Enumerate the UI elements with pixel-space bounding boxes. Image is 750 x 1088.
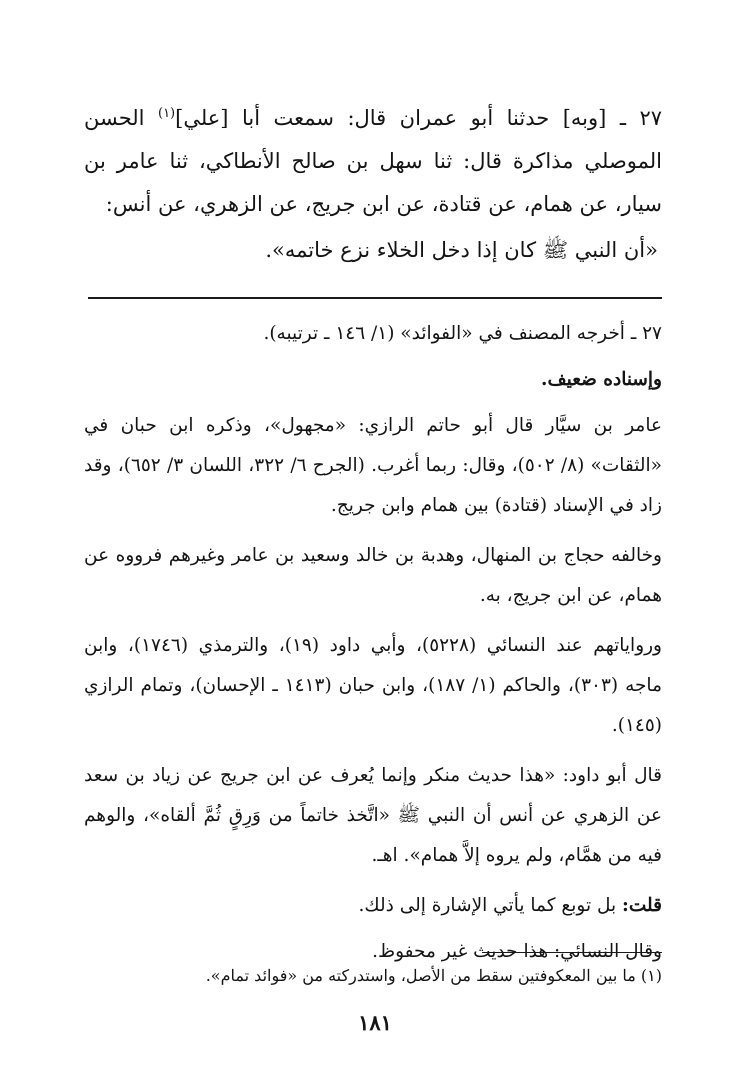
contradiction-paragraph: وخالفه حجاج بن المنهال، وهدبة بن خالد وسعيد بن عامر وغيرهم فرووه عن همام، عن ابن جريج، به. <box>84 545 662 606</box>
sources-paragraph: ورواياتهم عند النسائي (٥٢٢٨)، وأبي داود (١٩)، والترمذي (١٧٤٦)، وابن ماجه (٣٠٣)، والحاكم (١/ ١٨٧)، وابن حبان (١٤١٣ ـ الإحسان)، وتمام الرازي (١٤٥). <box>84 635 662 736</box>
isnad-line-2: الموصلي مذاكرة قال: ثنا سهل بن صالح الأنطاكي، ثنا عامر بن سيار، <box>84 149 662 216</box>
qultu-paragraph <box>84 886 662 926</box>
hadith-matn: «أن النبي ﷺ كان إذا دخل الخلاء نزع خاتمه». <box>265 238 658 262</box>
qultu-text: بل توبع كما يأتي الإشارة إلى ذلك. <box>358 895 617 916</box>
footnote-marker: (١) <box>157 106 176 121</box>
isnad-paragraph <box>84 92 662 226</box>
section-divider <box>88 297 662 299</box>
takhrij-text: أخرجه المصنف في «الفوائد» (١/ ١٤٦ ـ ترتيبه). <box>263 323 625 344</box>
isnad-line-3: عن همام، عن قتادة، عن ابن جريج، عن الزهري، عن أنس: <box>105 192 609 216</box>
hadith-block <box>84 92 662 272</box>
footnote-number: (١) <box>640 966 662 985</box>
footnote <box>84 962 662 990</box>
footnote-text: ما بين المعكوفتين سقط من الأصل، واستدركته من «فوائد تمام». <box>205 966 636 985</box>
takhrij-line <box>84 314 662 354</box>
abu-dawud-paragraph: قال أبو داود: «هذا حديث منكر وإنما يُعرف عن ابن جريج عن زياد بن سعد عن الزهري عن أنس أن النبي ﷺ «اتَّخذ خاتماً من وَرِقٍ ثُمَّ ألقاه»، والوهم فيه من همَّام، ولم يروه إلاَّ همام». اهـ. <box>84 765 662 866</box>
isnad-line-1: [وبه] حدثنا أبو عمران قال: سمعت أبا [علي] <box>175 106 607 130</box>
qultu-label: قلت: <box>622 895 662 916</box>
commentary-block <box>84 314 662 978</box>
isnad-line-1-end: الحسن <box>84 106 145 130</box>
narrator-paragraph: عامر بن سيَّار قال أبو حاتم الرازي: «مجهول»، وذكره ابن حبان في «الثقات» (٨/ ٥٠٢)، وقال: ربما أغرب. (الجرح ٦/ ٣٢٢، اللسان ٣/ ٦٥٢)، وقد زاد في الإسناد (قتادة) بين همام وابن جريج. <box>84 415 662 516</box>
footnote-divider <box>482 952 662 953</box>
grading-line: وإسناده ضعيف. <box>541 369 662 390</box>
hadith-number: ٢٧ ـ <box>619 106 662 130</box>
note-number: ٢٧ ـ <box>630 323 662 344</box>
nasai-paragraph: وقال النسائي: هذا حديث غير محفوظ. <box>372 941 662 962</box>
page-number: ١٨١ <box>358 1010 392 1035</box>
